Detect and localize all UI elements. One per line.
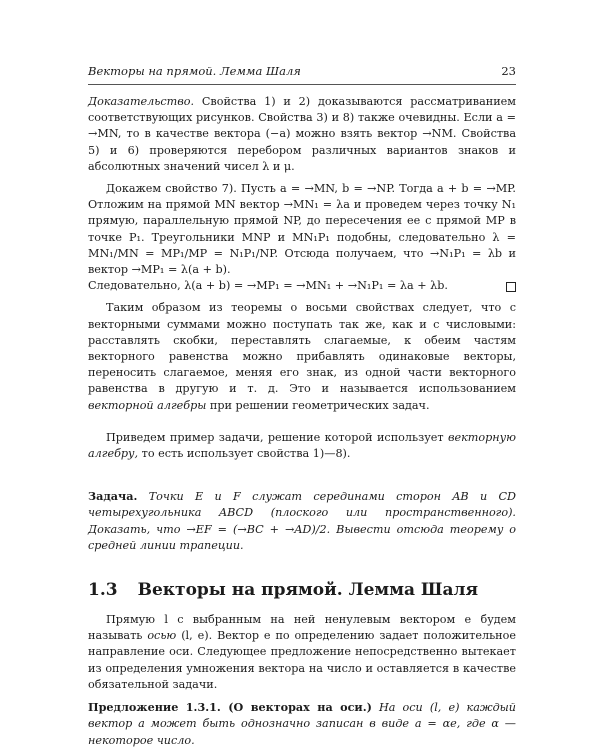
example-text-a: Приведем пример задачи, решение которой использует <box>106 430 444 444</box>
running-header <box>88 64 516 82</box>
axis-definition <box>88 612 516 693</box>
axis-term: осью <box>147 629 177 643</box>
proposition-paragraph <box>88 699 516 749</box>
summary-paragraph <box>88 300 516 413</box>
example-term: векторную алгебру, <box>88 430 516 461</box>
summary-text-a: Таким образом из теоремы о восьми свойствах следует, что с векторными суммами можно поступать так же, как и с числовыми: расставлять скобки, переставлять слагаемые, к обеим частям векторного равенства можно прибавлять одинаковые векторы, переносить слагаемое, меняя его знак, из одной части векторного равенства в другую и т. д. Это и называется использованием <box>88 301 516 396</box>
proposition-label: Предложение 1.3.1. (О векторах на оси.) <box>88 700 372 715</box>
summary-text-b: при решении геометрических задач. <box>209 398 430 412</box>
proof7-text: Докажем свойство 7). Пусть a = →MN, b = →NP. Тогда a + b = →MP. Отложим на прямой MN вектор →MN₁ = λa и проведем через точку N₁ прямую, параллельную прямой NP, до пересечения ее с прямой MP в точке P₁. Треугольники MNP и MN₁P₁ подобны, следовательно λ = MN₁/MN = MP₁/MP = N₁P₁/NP. Отсюда получаем, что →N₁P₁ = λb и вектор →MP₁ = λ(a + b). <box>88 182 516 277</box>
task-text: Точки E и F служат серединами сторон AB и CD четырехугольника ABCD (плоского или пространственного). Доказать, что →EF = (→BC + →AD)/2. Вывести отсюда теорему о средней линии трапеции. <box>88 490 517 552</box>
proof-property-7 <box>88 181 516 278</box>
qed-square-icon <box>506 282 516 292</box>
header-rule <box>88 84 516 85</box>
section-number: 1.3 <box>88 580 118 601</box>
proof7-conclusion: Следовательно, λ(a + b) = →MP₁ = →MN₁ + →N₁P₁ = λa + λb. <box>88 279 448 293</box>
page-body <box>88 94 516 749</box>
task-label: Задача. <box>88 489 138 504</box>
section-title: Векторы на прямой. Лемма Шаля <box>137 580 479 601</box>
axis-text-a: Прямую l с выбранным на ней ненулевым вектором e будем называть <box>88 613 516 643</box>
section-heading <box>88 580 516 600</box>
proof-conclusion <box>88 278 516 294</box>
axis-text-b: (l, e). Вектор e по определению задает положительное направление оси. Следующее предложение непосредственно вытекает из определения умножения вектора на число и оставляется в качестве обязательной задачи. <box>88 629 516 691</box>
page-number: 23 <box>501 64 516 78</box>
proof-lead: Доказательство. <box>88 95 195 108</box>
task-paragraph <box>88 488 516 554</box>
running-title: Векторы на прямой. Лемма Шаля <box>88 64 301 78</box>
proposition-text: На оси (l, e) каждый вектор a может быть однозначно записан в виде a = αe, где α — некоторое число. <box>88 701 517 747</box>
example-text-b: то есть использует свойства 1)—8). <box>141 447 351 461</box>
example-paragraph <box>88 430 516 462</box>
proof-paragraph <box>88 94 516 175</box>
proof-text: Свойства 1) и 2) доказываются рассматриванием соответствующих рисунков. Свойства 3) и 8) также очевидны. Если a = →MN, то в качестве вектора (−a) можно взять вектор →NM. Свойства 5) и 6) проверяются перебором различных вариантов знаков и абсолютных значений чисел λ и μ. <box>88 95 516 173</box>
summary-term: векторной алгебры <box>88 398 207 412</box>
